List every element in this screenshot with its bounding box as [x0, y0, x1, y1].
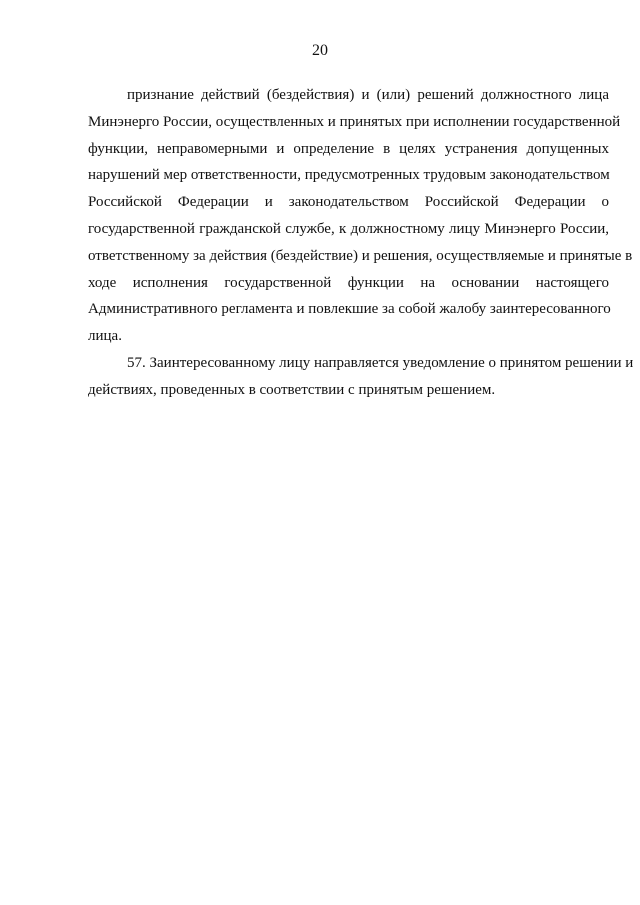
text-line: ответственному за действия (бездействие) и решения, осуществляемые и принятые в [88, 247, 633, 264]
text-line: нарушений мер ответственности, предусмотренных трудовым законодательством [88, 167, 610, 184]
text-line: действиях, проведенных в соответствии с принятым решением. [88, 381, 496, 398]
text-line: Административного регламента и повлекшие за собой жалобу заинтересованного [88, 301, 611, 318]
text-line: государственной гражданской службе, к должностному лицу Минэнерго России, [88, 220, 609, 237]
text-line: Минэнерго России, осуществленных и принятых при исполнении государственной [88, 113, 621, 130]
text-line: признание действий (бездействия) и (или) решений должностного лица [127, 87, 609, 103]
text-line: 57. Заинтересованному лицу направляется уведомление о принятом решении и [127, 354, 634, 371]
text-line: ходе исполнения государственной функции на основании настоящего [88, 274, 609, 291]
text-line: Российской Федерации и законодательством Российской Федерации о [88, 194, 609, 211]
paragraph-57 [88, 350, 634, 404]
paragraph-1 [88, 82, 633, 350]
text-line: функции, неправомерными и определение в целях устранения допущенных [88, 140, 609, 157]
page-number: 20 [312, 42, 328, 59]
text-line: лица. [88, 328, 122, 345]
body-text [88, 82, 634, 404]
